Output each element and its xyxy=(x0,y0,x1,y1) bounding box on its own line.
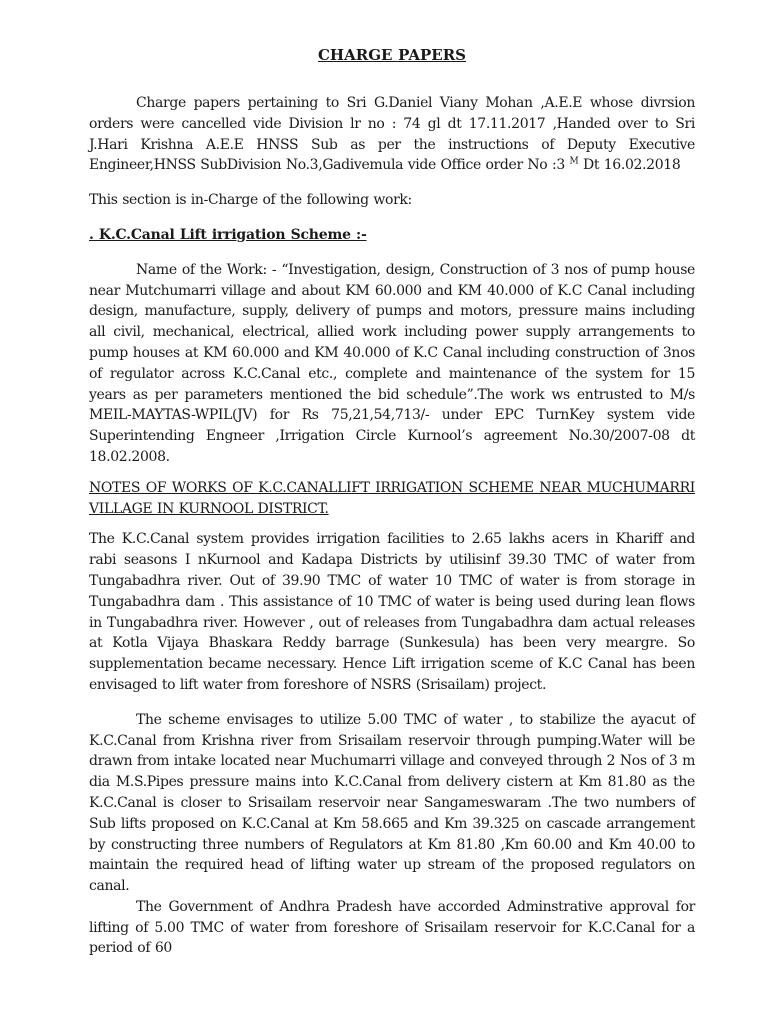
government-approval-paragraph: The Government of Andhra Pradesh have accorded Adminstrative approval for lifting of 5.00 TMC of water from foreshore of Srisailam reservoir for K.C.Canal for a period of 60 xyxy=(89,898,695,957)
intro-text: Charge papers pertaining to Sri G.Daniel Viany Mohan ,A.E.E whose divrsion orders were cancelled vide Division lr no : 74 gl dt 17.11.2017 ,Handed over to Sri J.Hari Krishna A.E.E HNSS Sub as per the instructions of Deputy Executive Engineer,HNSS SubDivision No.3,Gadivemula vide Office order No :3 xyxy=(89,95,695,174)
intro-paragraph xyxy=(89,93,695,176)
scheme-heading: . K.C.Canal Lift irrigation Scheme :- xyxy=(89,226,367,243)
intro-date: Dt 16.02.2018 xyxy=(578,157,681,174)
canal-system-paragraph: The K.C.Canal system provides irrigation facilities to 2.65 lakhs acers in Khariff and rabi seasons I nKurnool and Kadapa Districts by utilisinf 39.30 TMC of water from Tungabadhra river. Out of 39.90 TMC of water 10 TMC of water is from storage in Tungabadhra dam . This assistance of 10 TMC of water is being used during lean flows in Tungabadhra river. However , out of releases from Tungabadhra dam actual releases at Kotla Vijaya Bhaskara Reddy barrage (Sunkesula) has been very meargre. So supplementation became necessary. Hence Lift irrigation sceme of K.C Canal has been envisaged to lift water from foreshore of NSRS (Srisailam) project. xyxy=(89,531,695,693)
scheme-paragraph: The scheme envisages to utilize 5.00 TMC of water , to stabilize the ayacut of K.C.Canal from Krishna river from Srisailam reservoir through pumping.Water will be drawn from intake located near Muchumarri village and conveyed through 2 Nos of 3 m dia M.S.Pipes pressure mains into K.C.Canal from delivery cistern at Km 81.80 as the K.C.Canal is closer to Srisailam reservoir near Sangameswaram .The two numbers of Sub lifts proposed on K.C.Canal at Km 58.665 and Km 39.325 on cascade arrangement by constructing three numbers of Regulators at Km 81.80 ,Km 60.00 and Km 40.00 to maintain the required head of lifting water up stream of the proposed regulators on canal. xyxy=(89,711,695,895)
notes-heading: NOTES OF WORKS OF K.C.CANALLIFT IRRIGATION SCHEME NEAR MUCHUMARRI VILLAGE IN KURNOOL DISTRICT. xyxy=(89,479,695,517)
intro-superscript: M xyxy=(569,156,579,167)
section-intro: This section is in-Charge of the following work: xyxy=(89,192,412,209)
document-title: CHARGE PAPERS xyxy=(317,46,467,64)
name-of-work-paragraph: Name of the Work: - “Investigation, design, Construction of 3 nos of pump house near Mutchumarri village and about KM 60.000 and KM 40.000 of K.C Canal including design, manufacture, supply, delivery of pumps and motors, pressure mains including all civil, mechanical, electrical, allied work including power supply arrangements to pump houses at KM 60.000 and KM 40.000 of K.C Canal including construction of 3nos of regulator across K.C.Canal etc., complete and maintenance of the system for 15 years as per parameters mentioned the bid schedule”.The work ws entrusted to M/s MEIL-MAYTAS-WPIL(JV) for Rs 75,21,54,713/- under EPC TurnKey system vide Superintending Engneer ,Irrigation Circle Kurnool’s agreement No.30/2007-08 dt 18.02.2008. xyxy=(89,261,695,465)
